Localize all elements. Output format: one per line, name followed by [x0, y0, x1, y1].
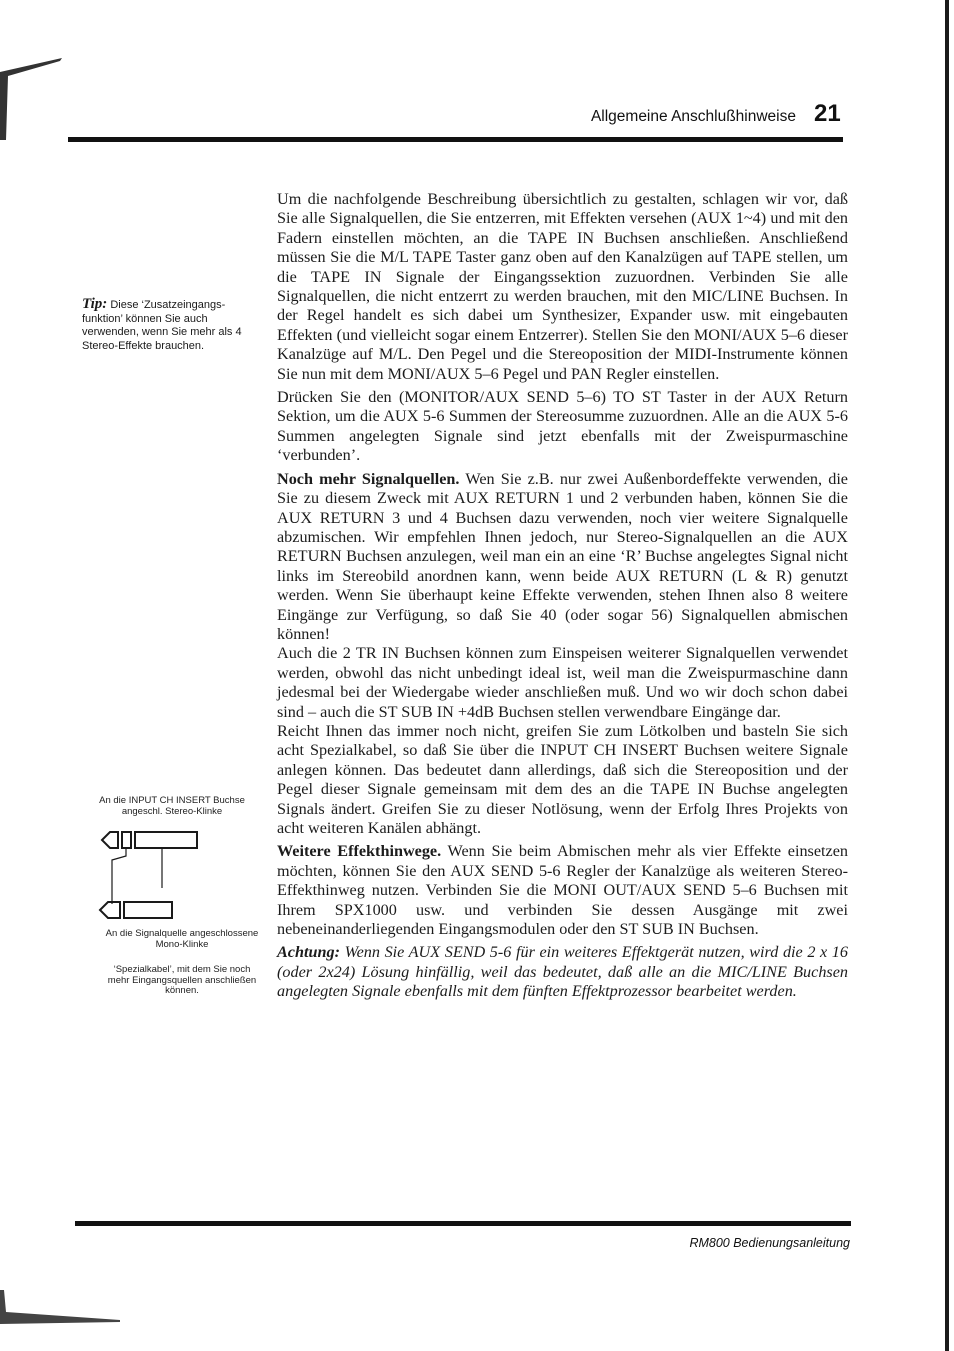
running-footer: RM800 Bedienungsanleitung — [689, 1236, 850, 1250]
cable-wire-icon — [112, 848, 126, 904]
scan-edge-right — [945, 0, 949, 1351]
diagram-caption-mono-plug: An die Signalquelle angeschlossene Mono-Klinke — [105, 928, 259, 950]
paragraph: Auch die 2 TR IN Buchsen können zum Einspeisen weiterer Signalquellen verwendet werden, obwohl das nicht unbedingt ideal ist, weil man die Zweispurmaschine dann jedesmal bei der Wiedergabe wieder anschließen muß. Und wo wir doch schon dabei sind – auch die ST SUB IN +4dB Buchsen stellen verwendbare Eingänge dar. — [277, 644, 848, 721]
tip-text: Diese ‘Zusatzeingangs-funktion’ können Sie auch verwenden, wenn Sie mehr als 4 Stereo-Effekte brauchen. — [82, 299, 242, 352]
paragraph — [277, 470, 848, 645]
paragraph — [277, 842, 848, 939]
paragraph — [277, 943, 848, 1001]
page-number: 21 — [814, 100, 841, 127]
header-rule — [68, 137, 843, 142]
paragraph-lead: Achtung: — [277, 943, 340, 962]
running-header: Allgemeine Anschlußhinweise — [590, 108, 796, 125]
paragraph: Um die nachfolgende Beschreibung übersichtlich zu gestalten, schlagen wir vor, daß Sie alle Signalquellen, die Sie entzerren, mit Effekten versehen (AUX 1~4) und mit den Fadern einstellen möchten, an die TAPE IN Buchsen anschließen. Anschließend müssen Sie die M/L TAPE Taster ganz oben auf den Kanalzügen auf TAPE stellen, um die TAPE IN Signale der Eingangssektion zuzuordnen. Verbinden Sie alle Signalquellen, die nicht entzerrt zu werden brauchen, mit den MIC/LINE Buchsen. In der Regel handelt es sich dabei um Synthesizer, Expander usw. mit eingebauten Effekten (und vielleicht sogar einem Entzerrer). Stellen Sie den MONI/AUX 5–6 dieser Kanalzüge auf M/L. Den Pegel und die Stereoposition der MIDI-Instrumente können Sie nun mit dem MONI/AUX 5–6 Pegel und PAN Regler einstellen. — [277, 190, 848, 383]
stereo-plug-body-icon — [135, 832, 197, 848]
stereo-plug-ring-icon — [122, 832, 131, 848]
paragraph-lead: Noch mehr Signalquellen. — [277, 469, 460, 488]
sidebar-tip — [82, 298, 256, 353]
paragraph-text: Wen Sie z.B. nur zwei Außenbordeffekte verwenden, die Sie zu diesem Zweck mit AUX RETURN 1 und 2 verbunden haben, können Sie die AUX RETURN 3 und 4 Buchsen dazu verwenden, noch vier weitere Signalquelle abzumischen. Wir empfehlen Ihnen jedoch, nur Stereo-Signalquellen an die AUX RETURN Buchsen anzulegen, weil man ein an eine ‘R’ Buchse angelegtes Signal nicht links im Stereobild anordnen kann, wenn beide AUX RETURN (L & R) genutzt werden. Wenn Sie überhaupt keine Effekte verwenden, stehen Ihnen also 8 weitere Eingänge zur Verfügung, so daß Sie 40 (oder sogar 56) Signalquellen abmischen können! — [277, 469, 848, 643]
scan-corner-mark — [0, 1290, 120, 1330]
paragraph: Reicht Ihnen das immer noch nicht, greifen Sie zum Lötkolben und basteln Sie sich acht Spezialkabel, so daß Sie über die INPUT CH INSERT Buchsen weitere Signale anlegen können. Das bedeutet dann allerdings, daß sich die Stereoposition und der Pegel dieser Signale gemeinsam mit dem des an die TAPE IN Buchse angelegten Signals ändert. Greifen Sie zu dieser Notlösung, wenn der Erfolg Ihres Projekts von acht weiteren Kanälen abhängt. — [277, 721, 848, 837]
stereo-plug-tip-icon — [102, 832, 118, 848]
scan-corner-mark — [0, 50, 70, 140]
paragraph-text: Wenn Sie AUX SEND 5-6 für ein weiteres Effektgerät nutzen, wird die 2 x 16 (oder 2x24) Lösung hinfällig, weil das bedeutet, daß alle an die MIC/LINE Buchsen angelegten Signale ebenfalls mit dem fünften Effektprozessor bearbeitet werden. — [277, 943, 848, 1001]
tip-label: Tip: — [82, 296, 108, 312]
cable-diagram-drawing — [82, 824, 262, 924]
diagram-caption-special-cable: ‘Spezialkabel’, mit dem Sie noch mehr Eingangsquellen anschließen können. — [107, 964, 257, 996]
diagram-caption-stereo-plug: An die INPUT CH INSERT Buchse angeschl. Stereo-Klinke — [99, 795, 245, 817]
cable-diagram — [82, 796, 262, 1016]
mono-plug-body-icon — [124, 902, 172, 918]
paragraph: Drücken Sie den (MONITOR/AUX SEND 5–6) TO ST Taster in der AUX Return Sektion, um die AUX 5-6 Summen der Stereosumme zuzuordnen. Alle an die AUX 5-6 Summen angelegten Signale sind jetzt ebenfalls mit der Zweispurmaschine ‘verbunden’. — [277, 388, 848, 465]
footer-rule — [75, 1221, 851, 1226]
mono-plug-tip-icon — [100, 902, 120, 918]
paragraph-text: Wenn Sie beim Abmischen mehr als vier Effekte einsetzen möchten, können Sie den AUX SEND 5-6 Regler der Kanalzüge als weiteren Stereo-Effekthinweg nutzen. Verbinden Sie die MONI OUT/AUX SEND 5–6 Buchsen mit Ihrem SPX1000 usw. und verbinden Sie dessen Ausgänge mit zwei nebeneinanderliegenden Eingangsmodulen oder den ST SUB IN Buchsen. — [277, 842, 848, 939]
paragraph-lead: Weitere Effekthinwege. — [277, 842, 442, 861]
main-text — [277, 190, 848, 1006]
